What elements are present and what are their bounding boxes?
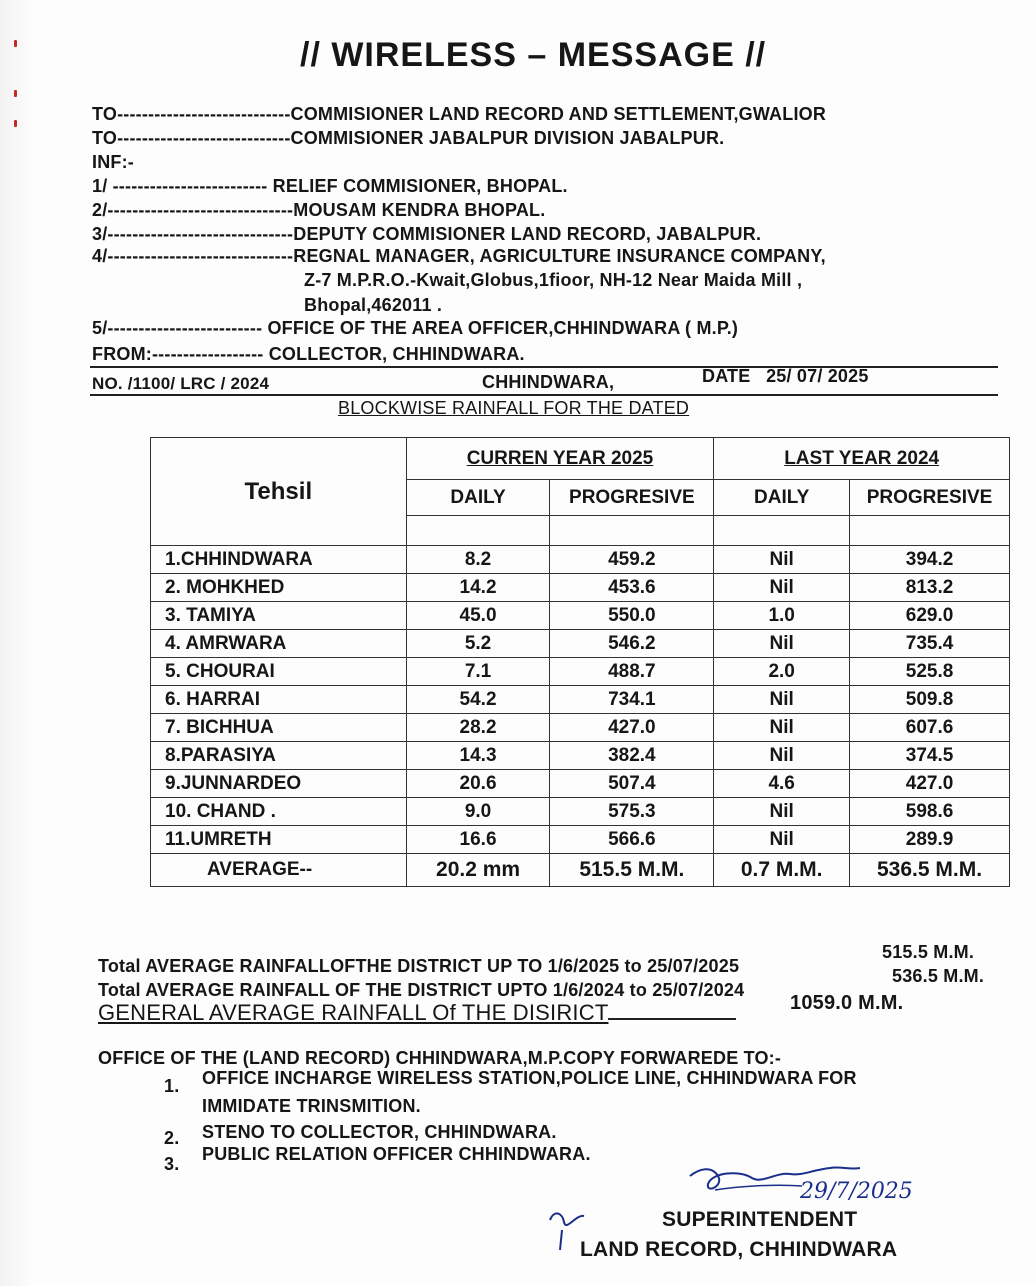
to-line-2: TO----------------------------COMMISIONER JABALPUR DIVISION JABALPUR. <box>92 128 725 148</box>
inf-line-2: 2/------------------------------MOUSAM KENDRA BHOPAL. <box>92 200 546 220</box>
current-progressive-value: 566.6 <box>550 826 714 854</box>
total-line-1: Total AVERAGE RAINFALLOFTHE DISTRICT UP TO 1/6/2025 to 25/07/2025 <box>98 956 740 976</box>
last-progressive-value: 735.4 <box>850 630 1010 658</box>
tehsil-name: 10. CHAND . <box>151 798 407 826</box>
tehsil-name: 5. CHOURAI <box>151 658 407 686</box>
from-line: FROM:------------------ COLLECTOR, CHHINDWARA. <box>92 344 525 364</box>
current-progressive-value: 453.6 <box>550 574 714 602</box>
document-title: // WIRELESS – MESSAGE // <box>300 36 767 74</box>
inf-line-5: 5/------------------------- OFFICE OF THE AREA OFFICER,CHHINDWARA ( M.P.) <box>92 318 739 338</box>
last-progressive-value: 394.2 <box>850 546 1010 574</box>
last-daily-value: 4.6 <box>714 770 850 798</box>
general-average-value: 1059.0 M.M. <box>790 992 904 1014</box>
current-daily-header: DAILY <box>406 480 550 516</box>
average-last-progressive: 536.5 M.M. <box>850 854 1010 887</box>
last-daily-value: Nil <box>714 574 850 602</box>
rainfall-table <box>150 437 1010 887</box>
to-line-1: TO----------------------------COMMISIONER LAND RECORD AND SETTLEMENT,GWALIOR <box>92 104 827 124</box>
date-line: DATE 25/ 07/ 2025 <box>702 366 869 386</box>
current-daily-value: 7.1 <box>406 658 550 686</box>
signatory-office: LAND RECORD, CHHINDWARA <box>580 1238 898 1261</box>
current-progressive-value: 507.4 <box>550 770 714 798</box>
general-average-line: GENERAL AVERAGE RAINFALL Of THE DISIRICT <box>98 1000 736 1026</box>
edge-mark <box>14 90 17 97</box>
table-row <box>151 798 1010 826</box>
current-progressive-value: 427.0 <box>550 714 714 742</box>
current-daily-value: 5.2 <box>406 630 550 658</box>
last-daily-value: 2.0 <box>714 658 850 686</box>
place-label: CHHINDWARA, <box>482 372 615 392</box>
last-daily-value: Nil <box>714 826 850 854</box>
last-progressive-value: 813.2 <box>850 574 1010 602</box>
tehsil-name: 9.JUNNARDEO <box>151 770 407 798</box>
last-daily-value: Nil <box>714 742 850 770</box>
current-progressive-header: PROGRESIVE <box>550 480 714 516</box>
last-progressive-value: 289.9 <box>850 826 1010 854</box>
copy-forward-header: OFFICE OF THE (LAND RECORD) CHHINDWARA,M.P.COPY FORWAREDE TO:- <box>98 1048 782 1068</box>
total-line-2: Total AVERAGE RAINFALL OF THE DISTRICT UPTO 1/6/2024 to 25/07/2024 <box>98 980 745 1000</box>
copy-item-1-line-2: IMMIDATE TRINSMITION. <box>202 1096 421 1116</box>
current-progressive-value: 734.1 <box>550 686 714 714</box>
table-row <box>151 742 1010 770</box>
tehsil-name: 7. BICHHUA <box>151 714 407 742</box>
tehsil-name: 1.CHHINDWARA <box>151 546 407 574</box>
copy-item-1-number: 1. <box>164 1076 180 1096</box>
table-row <box>151 770 1010 798</box>
last-daily-value: Nil <box>714 714 850 742</box>
table-row <box>151 658 1010 686</box>
signature-date: 29/7/2025 <box>800 1179 913 1204</box>
current-daily-value: 28.2 <box>406 714 550 742</box>
current-progressive-value: 488.7 <box>550 658 714 686</box>
reference-number: NO. /1100/ LRC / 2024 <box>92 374 270 393</box>
tehsil-header: Tehsil <box>151 438 407 546</box>
last-progressive-header: PROGRESIVE <box>850 480 1010 516</box>
inf-line-1: 1/ ------------------------- RELIEF COMMISIONER, BHOPAL. <box>92 176 568 196</box>
current-daily-value: 8.2 <box>406 546 550 574</box>
table-row <box>151 546 1010 574</box>
current-daily-value: 54.2 <box>406 686 550 714</box>
tehsil-name: 6. HARRAI <box>151 686 407 714</box>
last-progressive-value: 629.0 <box>850 602 1010 630</box>
copy-item-1-line-1: OFFICE INCHARGE WIRELESS STATION,POLICE LINE, CHHINDWARA FOR <box>202 1068 857 1088</box>
last-daily-value: Nil <box>714 798 850 826</box>
table-row <box>151 714 1010 742</box>
current-daily-value: 9.0 <box>406 798 550 826</box>
last-daily-value: Nil <box>714 546 850 574</box>
average-current-progressive: 515.5 M.M. <box>550 854 714 887</box>
tehsil-name: 11.UMRETH <box>151 826 407 854</box>
edge-mark <box>14 40 17 47</box>
current-daily-value: 16.6 <box>406 826 550 854</box>
tehsil-name: 2. MOHKHED <box>151 574 407 602</box>
table-row <box>151 686 1010 714</box>
inf-label: INF:- <box>92 152 134 172</box>
address-line-2: Bhopal,462011 . <box>304 295 443 315</box>
last-progressive-value: 607.6 <box>850 714 1010 742</box>
tehsil-name: 3. TAMIYA <box>151 602 407 630</box>
inf-line-4: 4/------------------------------REGNAL MANAGER, AGRICULTURE INSURANCE COMPANY, <box>92 246 826 266</box>
copy-item-2-number: 2. <box>164 1128 180 1148</box>
copy-item-3-line-1: PUBLIC RELATION OFFICER CHHINDWARA. <box>202 1144 591 1164</box>
last-daily-value: Nil <box>714 630 850 658</box>
table-row <box>151 602 1010 630</box>
divider <box>90 394 998 396</box>
last-year-header: LAST YEAR 2024 <box>714 438 1010 480</box>
tehsil-name: 4. AMRWARA <box>151 630 407 658</box>
address-line-1: Z-7 M.P.R.O.-Kwait,Globus,1fioor, NH-12 Near Maida Mill , <box>304 270 803 290</box>
current-progressive-value: 459.2 <box>550 546 714 574</box>
current-daily-value: 14.2 <box>406 574 550 602</box>
current-progressive-value: 546.2 <box>550 630 714 658</box>
last-progressive-value: 374.5 <box>850 742 1010 770</box>
tehsil-name: 8.PARASIYA <box>151 742 407 770</box>
table-row <box>151 826 1010 854</box>
average-label: AVERAGE-- <box>151 854 407 887</box>
current-progressive-value: 382.4 <box>550 742 714 770</box>
total-value-1: 515.5 M.M. <box>882 942 975 962</box>
last-progressive-value: 509.8 <box>850 686 1010 714</box>
current-year-header: CURREN YEAR 2025 <box>406 438 714 480</box>
last-daily-header: DAILY <box>714 480 850 516</box>
current-progressive-value: 575.3 <box>550 798 714 826</box>
last-progressive-value: 598.6 <box>850 798 1010 826</box>
average-row <box>151 854 1010 887</box>
average-current-daily: 20.2 mm <box>406 854 550 887</box>
edge-mark <box>14 120 17 127</box>
handwritten-signature <box>540 1150 920 1250</box>
average-last-daily: 0.7 M.M. <box>714 854 850 887</box>
table-row <box>151 630 1010 658</box>
last-progressive-value: 525.8 <box>850 658 1010 686</box>
signatory-title: SUPERINTENDENT <box>662 1208 858 1231</box>
current-daily-value: 20.6 <box>406 770 550 798</box>
total-value-2: 536.5 M.M. <box>892 966 985 986</box>
current-progressive-value: 550.0 <box>550 602 714 630</box>
inf-line-3: 3/------------------------------DEPUTY COMMISIONER LAND RECORD, JABALPUR. <box>92 224 762 244</box>
last-progressive-value: 427.0 <box>850 770 1010 798</box>
table-row <box>151 574 1010 602</box>
current-daily-value: 45.0 <box>406 602 550 630</box>
copy-item-3-number: 3. <box>164 1154 180 1174</box>
page-edge <box>0 0 28 1286</box>
table-subtitle: BLOCKWISE RAINFALL FOR THE DATED <box>338 398 690 418</box>
current-daily-value: 14.3 <box>406 742 550 770</box>
last-daily-value: 1.0 <box>714 602 850 630</box>
last-daily-value: Nil <box>714 686 850 714</box>
copy-item-2-line-1: STENO TO COLLECTOR, CHHINDWARA. <box>202 1122 557 1142</box>
